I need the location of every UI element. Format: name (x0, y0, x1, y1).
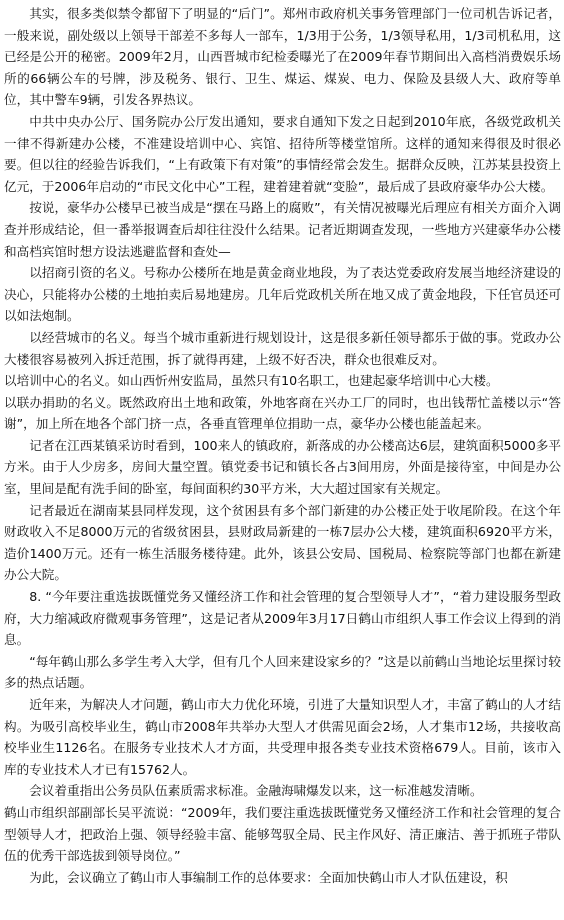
paragraph-evading-supervision: 按说，豪华办公楼早已被当成是“摆在马路上的腐败”，有关情况被曝光后理应有相关方面介入调查并形成结论，但一番举报调查后却往往没什么结果。记者近期调查发现，一些地方兴建豪华办公楼和高档宾馆时想方设法逃避监督和查处— (4, 200, 561, 259)
paragraph-overall-requirements: 为此，会议确立了鹤山市人事编制工作的总体要求：全面加快鹤山市人才队伍建设，积 (29, 869, 508, 885)
paragraph-jiangxi-town: 记者在江西某镇采访时看到，100来人的镇政府，新落成的办公楼高达6层，建筑面积5000多平方米。由于人少房多，房间大量空置。镇党委书记和镇长各占3间用房，外面是接待室，中间是办公室，里间是配有洗手间的卧室，每间面积约30平方米，大大超过国家有关规定。 (4, 437, 561, 497)
paragraph-donation-pretext: 以联办捐助的名义。既然政府出土地和政策，外地客商在兴办工厂的同时，也出钱帮忙盖楼以示“答谢”，加上所在地各个部门挤一点，各垂直管理单位捐助一点，豪华办公楼也能盖起来。 (4, 394, 561, 432)
paragraph-heshan-forum: “每年鹤山那么多学生考入大学，但有几个人回来建设家乡的？”这是以前鹤山当地论坛里探讨较多的热点话题。 (4, 653, 561, 691)
paragraph-city-planning-pretext: 以经营城市的名义。每当个城市重新进行规划设计，这是很多新任领导都乐于做的事。党政办公大楼很容易被列入拆迁范围，拆了就得再建，上级不好否决，群众也很难反对。 (4, 329, 561, 367)
paragraph-heshan-meeting: 8. “今年要注重选拔既懂党务又懂经济工作和社会管理的复合型领导人才”，“着力建设服务型政府，大力缩减政府微观事务管理”，这是记者从2009年3月17日鹤山市组织人事工作会议上得到的消息。 (4, 589, 561, 648)
paragraph-building-ban: 中共中央办公厅、国务院办公厅发出通知，要求自通知下发之日起到2010年底，各级党政机关一律不得新建办公楼，不准建设培训中心、宾馆、招待所等楼堂馆所。这样的通知来得很及时很必要。但以往的经验告诉我们，“上有政策下有对策”的事情经常会发生。据群众反映，江苏某县投资上亿元，于2006年启动的“市民文化中心”工程，建着建着就“变脸”，最后成了县政府豪华办公大楼。 (4, 113, 561, 194)
paragraph-wu-pingliu-quote: 鹤山市组织部副部长吴平流说：“2009年，我们要注重选拔既懂党务又懂经济工作和社会管理的复合型领导人才，把政治上强、领导经验丰富、能够驾驭全局、民主作风好、清正廉洁、善于抓班子带队伍的优秀干部选拔到领导岗位。” (4, 804, 561, 864)
paragraph-training-center-pretext: 以培训中心的名义。如山西忻州安监局，虽然只有10名职工，也建起豪华培训中心大楼。 (4, 373, 499, 389)
paragraph-investment-pretext: 以招商引资的名义。号称办公楼所在地是黄金商业地段，为了表达党委政府发展当地经济建设的决心，只能将办公楼的土地拍卖后易地建房。几年后党政机关所在地又成了黄金地段，下任官员还可以如法炮制。 (4, 265, 561, 324)
paragraph-back-doors: 其实，很多类似禁令都留下了明显的“后门”。郑州市政府机关事务管理部门一位司机告诉记者，一般来说，副处级以上领导干部差不多每人一部车，1/3用于公务，1/3领导私用，1/3司机私用，这已经是公开的秘密。2009年2月，山西晋城市纪检委曝光了在2009年春节期间出入高档消费娱乐场所的66辆公车的号牌，涉及税务、银行、卫生、煤运、煤炭、电力、保险及县级人大、政府等单位，其中警车9辆，引发各界热议。 (4, 6, 561, 108)
paragraph-civil-servant-standard: 会议着重指出公务员队伍素质需求标准。金融海啸爆发以来，这一标准越发清晰。 (29, 783, 483, 799)
paragraph-hunan-county: 记者最近在湖南某县同样发现，这个贫困县有多个部门新建的办公楼正处于收尾阶段。在这个年财政收入不足8000万元的省级贫困县，县财政局新建的一栋7层办公大楼，建筑面积6920平方米，造价1400万元。还有一栋生活服务楼待建。此外，该县公安局、国税局、检察院等部门也都在新建办公大院。 (4, 502, 561, 583)
paragraph-heshan-talent: 近年来，为解决人才问题，鹤山市大力优化环境，引进了大量知识型人才，丰富了鹤山的人才结构。为吸引高校毕业生，鹤山市2008年共举办大型人才供需见面会2场，人才集市12场，共接收高校毕业生1126名。在服务专业技术人才方面，共受理申报各类专业技术资格679人。目前，该市入库的专业技术人才已有15762人。 (4, 697, 561, 777)
